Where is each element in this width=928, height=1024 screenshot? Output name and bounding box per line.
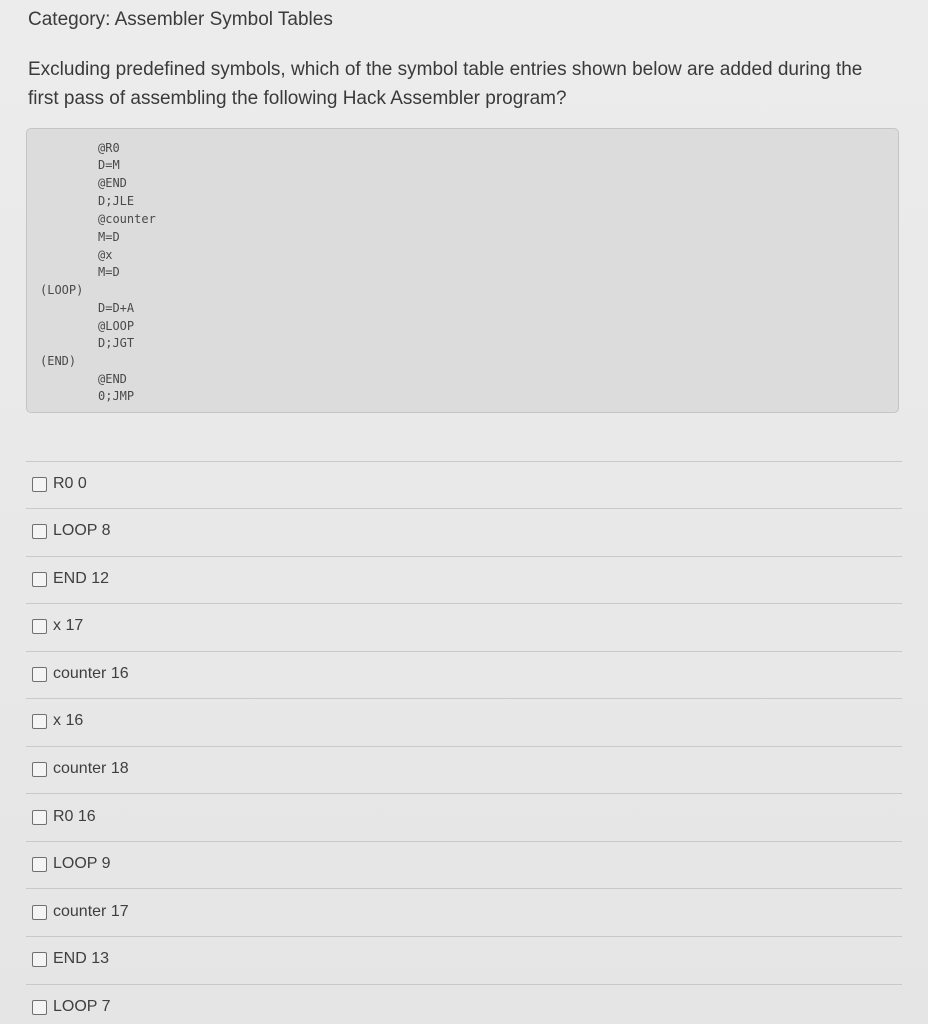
option-r0-16[interactable] (32, 805, 96, 829)
code-line: @x (98, 248, 113, 262)
code-line: M=D (98, 230, 120, 244)
code-line: @END (98, 372, 127, 386)
divider (26, 888, 902, 889)
code-line: D=M (98, 158, 120, 172)
code-label: (LOOP) (40, 283, 84, 297)
option-label: END 13 (53, 950, 110, 967)
divider (26, 936, 902, 937)
code-line: M=D (98, 265, 120, 279)
checkbox[interactable] (32, 714, 47, 729)
option-x-16[interactable] (32, 709, 83, 733)
code-block (26, 128, 899, 413)
divider (26, 461, 902, 462)
checkbox[interactable] (32, 1000, 47, 1015)
code-line: @R0 (98, 141, 120, 155)
code-line: @counter (98, 212, 156, 226)
option-label: LOOP 9 (53, 855, 111, 872)
option-end-12[interactable] (32, 567, 109, 591)
checkbox[interactable] (32, 619, 47, 634)
option-label: x 17 (53, 617, 84, 634)
option-loop-9[interactable] (32, 852, 111, 876)
option-label: R0 0 (53, 475, 87, 492)
code-label: (END) (40, 354, 77, 368)
divider (26, 508, 902, 509)
category-title: Category: Assembler Symbol Tables (28, 9, 333, 30)
divider (26, 556, 902, 557)
option-end-13[interactable] (32, 947, 109, 971)
code-line: @END (98, 176, 127, 190)
option-label: counter 18 (53, 760, 129, 777)
divider (26, 603, 902, 604)
option-label: counter 16 (53, 665, 129, 682)
code-line: D;JLE (98, 194, 135, 208)
code-line: @LOOP (98, 319, 135, 333)
checkbox[interactable] (32, 762, 47, 777)
divider (26, 698, 902, 699)
checkbox[interactable] (32, 905, 47, 920)
divider (26, 746, 902, 747)
checkbox[interactable] (32, 952, 47, 967)
checkbox[interactable] (32, 810, 47, 825)
option-label: LOOP 7 (53, 998, 111, 1015)
divider (26, 651, 902, 652)
code-line: D=D+A (98, 301, 135, 315)
checkbox[interactable] (32, 572, 47, 587)
option-label: x 16 (53, 712, 84, 729)
divider (26, 793, 902, 794)
option-counter-17[interactable] (32, 900, 129, 924)
option-loop-7[interactable] (32, 995, 111, 1019)
option-label: R0 16 (53, 808, 96, 825)
checkbox[interactable] (32, 667, 47, 682)
divider (26, 841, 902, 842)
code-line: D;JGT (98, 336, 135, 350)
divider (26, 984, 902, 985)
option-label: END 12 (53, 570, 110, 587)
option-counter-18[interactable] (32, 757, 129, 781)
option-label: counter 17 (53, 903, 129, 920)
option-loop-8[interactable] (32, 519, 111, 543)
checkbox[interactable] (32, 524, 47, 539)
option-label: LOOP 8 (53, 522, 111, 539)
checkbox[interactable] (32, 477, 47, 492)
question-text: Excluding predefined symbols, which of the symbol table entries shown below are added during the first pass of assembling the following Hack Assembler program? (28, 59, 863, 109)
option-counter-16[interactable] (32, 662, 129, 686)
code-line: 0;JMP (98, 389, 135, 403)
option-r0-0[interactable] (32, 472, 87, 496)
option-x-17[interactable] (32, 614, 83, 638)
checkbox[interactable] (32, 857, 47, 872)
